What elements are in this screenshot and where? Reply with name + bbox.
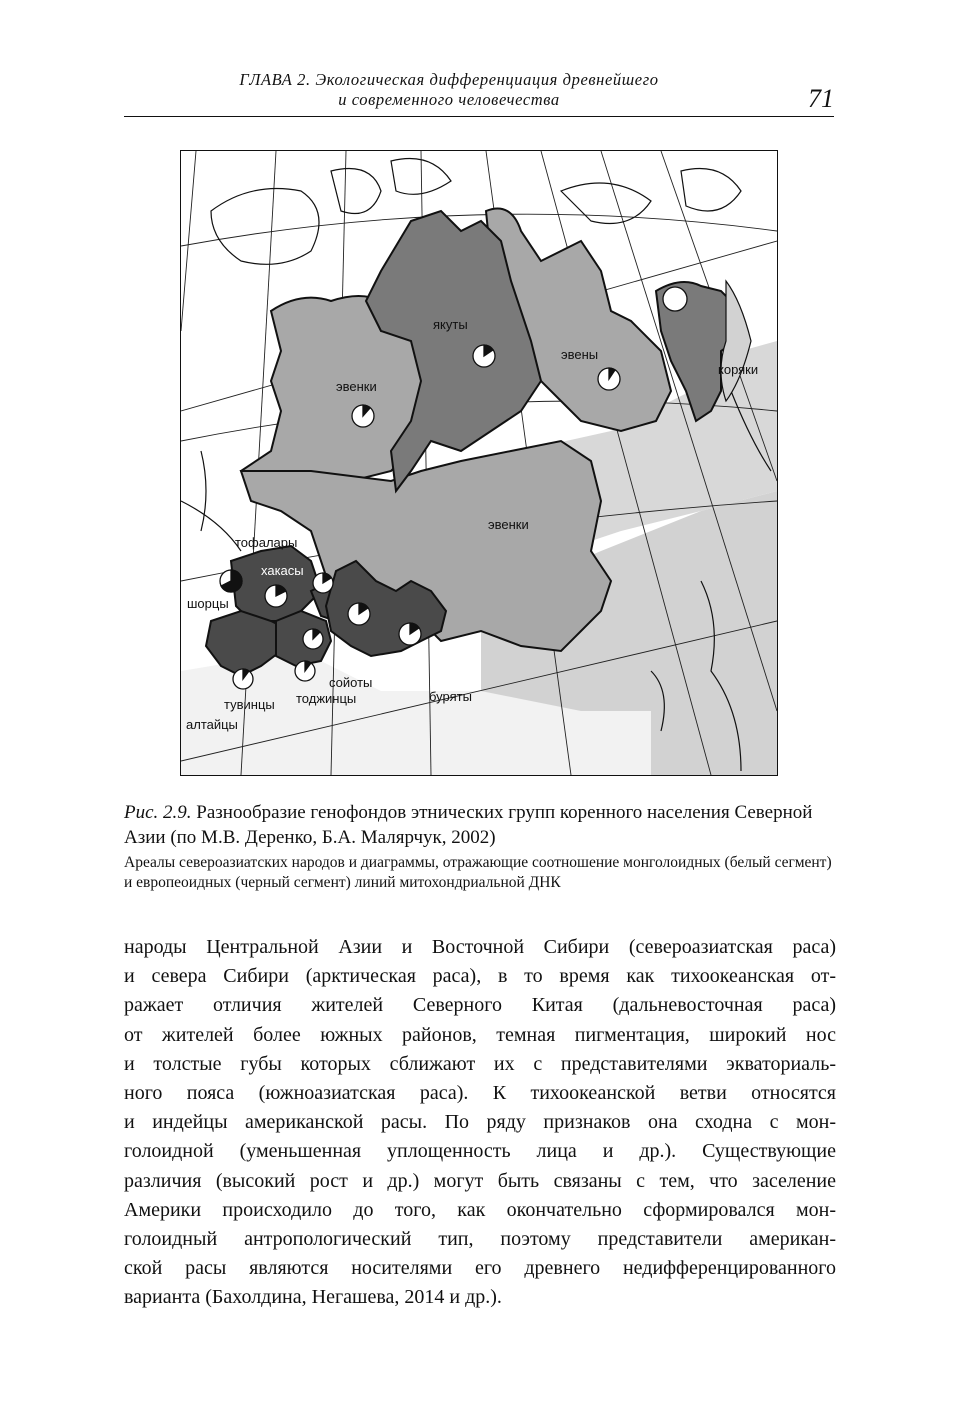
body-line: от жителей более южных районов, темная пигментация, широкий нос — [124, 1023, 836, 1046]
body-line: голоидной (уменьшенная уплощенность лица и др.). Существующие — [124, 1140, 836, 1163]
body-line: и севера Сибири (арктическая раса), в то время как тихоокеанская от- — [124, 965, 836, 988]
body-line: народы Центральной Азии и Восточной Сибири (североазиатская раса) — [124, 936, 836, 958]
label-tuvintsy: тувинцы — [224, 697, 275, 712]
pie-khakasy — [265, 585, 287, 607]
pie-yakuty — [473, 345, 495, 367]
label-koryaki: коряки — [718, 362, 759, 377]
header-divider — [124, 116, 834, 117]
body-line: и толстые губы которых сближают их с представителями экваториаль- — [124, 1052, 836, 1075]
header-chapter-subtitle: и современного человечества — [338, 90, 560, 109]
pie-todzhintsy — [295, 661, 315, 681]
label-altaitsy: алтайцы — [186, 717, 238, 732]
figure-number: Рис. 2.9. — [124, 802, 192, 823]
caption-subtitle: Ареалы североазиатских народов и диаграммы, отражающие соотношение монголоидных (белый сегмент) и европеоидных (черный сегмент) линий митохондриальной ДНК — [124, 854, 832, 891]
body-line: ской расы являются носителями его древнего недифференцированного — [124, 1257, 836, 1280]
pie-soyoty — [303, 629, 323, 649]
pie-tofalary — [313, 573, 333, 593]
body-line: ражает отличия жителей Северного Китая (дальневосточная раса) — [124, 994, 836, 1017]
label-tofalary: тофалары — [235, 535, 298, 550]
label-evenki-west: эвенки — [336, 379, 377, 394]
label-todzhintsy: тоджинцы — [296, 691, 357, 706]
body-line: варианта (Бахолдина, Негашева, 2014 и др.). — [124, 1286, 502, 1309]
pie-evenki-west — [352, 405, 374, 427]
figure-caption — [124, 800, 836, 893]
label-buryaty: буряты — [429, 689, 472, 704]
pie-buryaty-east — [399, 623, 421, 645]
caption-title — [124, 800, 836, 850]
body-paragraph — [124, 933, 836, 1313]
body-line: Америки происходило до того, как окончательно сформировался мон- — [124, 1198, 836, 1221]
body-line: и индейцы американской расы. По ряду признаков она сходна с мон- — [124, 1111, 836, 1134]
pie-tuvintsy — [233, 669, 253, 689]
page-number: 71 — [808, 84, 834, 113]
running-header — [124, 70, 834, 120]
label-soyoty: сойоты — [329, 675, 373, 690]
pie-shortsy — [220, 570, 242, 592]
header-chapter-title: ГЛАВА 2. Экологическая дифференциация древнейшего — [239, 70, 659, 89]
label-evenki-center: эвенки — [488, 517, 529, 532]
pie-eveny — [598, 368, 620, 390]
body-line: различия (высокий рост и др.) могут быть связаны с тем, что заселение — [124, 1169, 836, 1192]
body-line: голоидный антропологический тип, поэтому представители американ- — [124, 1228, 836, 1251]
pie-buryaty-west — [348, 603, 370, 625]
body-line: ного пояса (южноазиатская раса). К тихоокеанской ветви относятся — [124, 1082, 836, 1105]
ethnic-map-figure — [180, 150, 778, 776]
label-hakasy: хакасы — [261, 563, 304, 578]
caption-title-text: Разнообразие генофондов этнических групп коренного населения Северной Азии (по М.В. Деренко, Б.А. Малярчук, 2002) — [124, 802, 813, 848]
label-eveny: эвены — [561, 347, 599, 362]
label-yakuty: якуты — [433, 317, 468, 332]
khakasy-region — [231, 546, 321, 621]
pie-koryaki — [663, 287, 687, 311]
label-shortsy: шорцы — [187, 596, 229, 611]
